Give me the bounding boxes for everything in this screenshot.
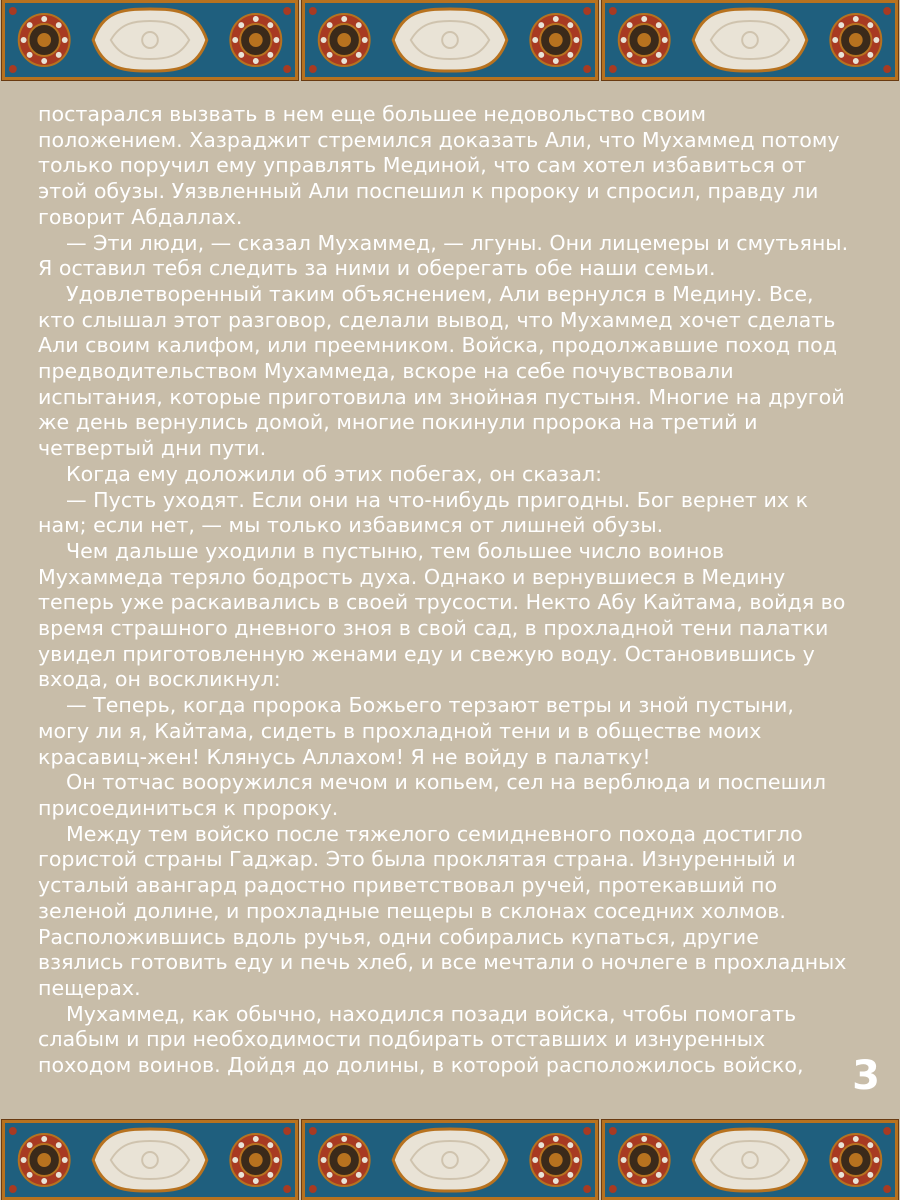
arabesque-border-icon [2,0,298,80]
arabesque-border-icon [2,1120,298,1200]
paragraph: — Эти люди, — сказал Мухаммед, — лгуны. Они лицемеры и смутьяны. Я оставил тебя следить за ними и оберегать обе наши семьи. [38,230,849,281]
arabesque-border-icon [302,0,598,80]
paragraph: постарался вызвать в нем еще большее недовольство своим положением. Хазраджит стремился доказать Али, что Мухаммед потому только поручил ему управлять Мединой, что сам хотел избавиться от этой обузы. Уязвленный Али поспешил к пророку и спросил, правду ли говорит Абдаллах. [38,102,840,229]
arabesque-motif [5,3,295,77]
arabesque-motif [605,3,895,77]
paragraph: Он тотчас вооружился мечом и копьем, сел на верблюда и поспешил присоединиться к пророку. [38,770,826,820]
top-ornamental-border [0,0,900,80]
paragraph: — Пусть уходят. Если они на что-нибудь пригодны. Бог вернет их к нам; если нет, — мы только избавимся от лишней обузы. [38,487,809,538]
arabesque-motif [5,1123,295,1197]
paragraph: Удовлетворенный таким объяснением, Али вернулся в Медину. Все, кто слышал этот разговор, сделали вывод, что Мухаммед хочет сделать Али своим калифом, или преемником. Войска, продолжавшие поход под предводительством Мухаммеда, вскоре на себе почувствовали испытания, которые приготовила им знойная пустыня. Многие на другой же день вернулись домой, многие покинули пророка на третий и четвертый дни пути. [38,281,845,461]
page-number: 3 [852,1053,880,1099]
arabesque-border-icon [602,1120,898,1200]
arabesque-motif [305,3,595,77]
paragraph: Когда ему доложили об этих побегах, он сказал: [66,461,603,486]
arabesque-motif [305,1123,595,1197]
page-text [38,102,850,1079]
paragraph: — Теперь, когда пророка Божьего терзают ветры и зной пустыни, могу ли я, Кайтама, сидеть в прохладной тени и в обществе моих красавиц-жен! Клянусь Аллахом! Я не войду в палатку! [38,693,794,769]
paragraph: Мухаммед, как обычно, находился позади войска, чтобы помогать слабым и при необходимости подбирать отставших и изнуренных походом воинов. Дойдя до долины, в которой расположилось войско, [38,1001,804,1078]
bottom-ornamental-border [0,1120,900,1200]
arabesque-border-icon [602,0,898,80]
paragraph: Чем дальше уходили в пустыню, тем большее число воинов Мухаммеда теряло бодрость духа. Однако и вернувшиеся в Медину теперь уже раскаивались в своей трусости. Некто Абу Кайтама, войдя во время страшного дневного зноя в свой сад, в прохладной тени палатки увидел приготовленную женами еду и свежую воду. Остановившись у входа, он воскликнул: [38,538,846,692]
paragraph: Между тем войско после тяжелого семидневного похода достигло гористой страны Гаджар. Это была проклятая страна. Изнуренный и усталый авангард радостно приветствовал ручей, протекавший по зеленой долине, и прохладные пещеры в склонах соседних холмов. Расположившись вдоль ручья, одни собирались купаться, другие взялись готовить еду и печь хлеб, и все мечтали о ночлеге в прохладных пещерах. [38,821,847,1000]
arabesque-motif [605,1123,895,1197]
arabesque-border-icon [302,1120,598,1200]
